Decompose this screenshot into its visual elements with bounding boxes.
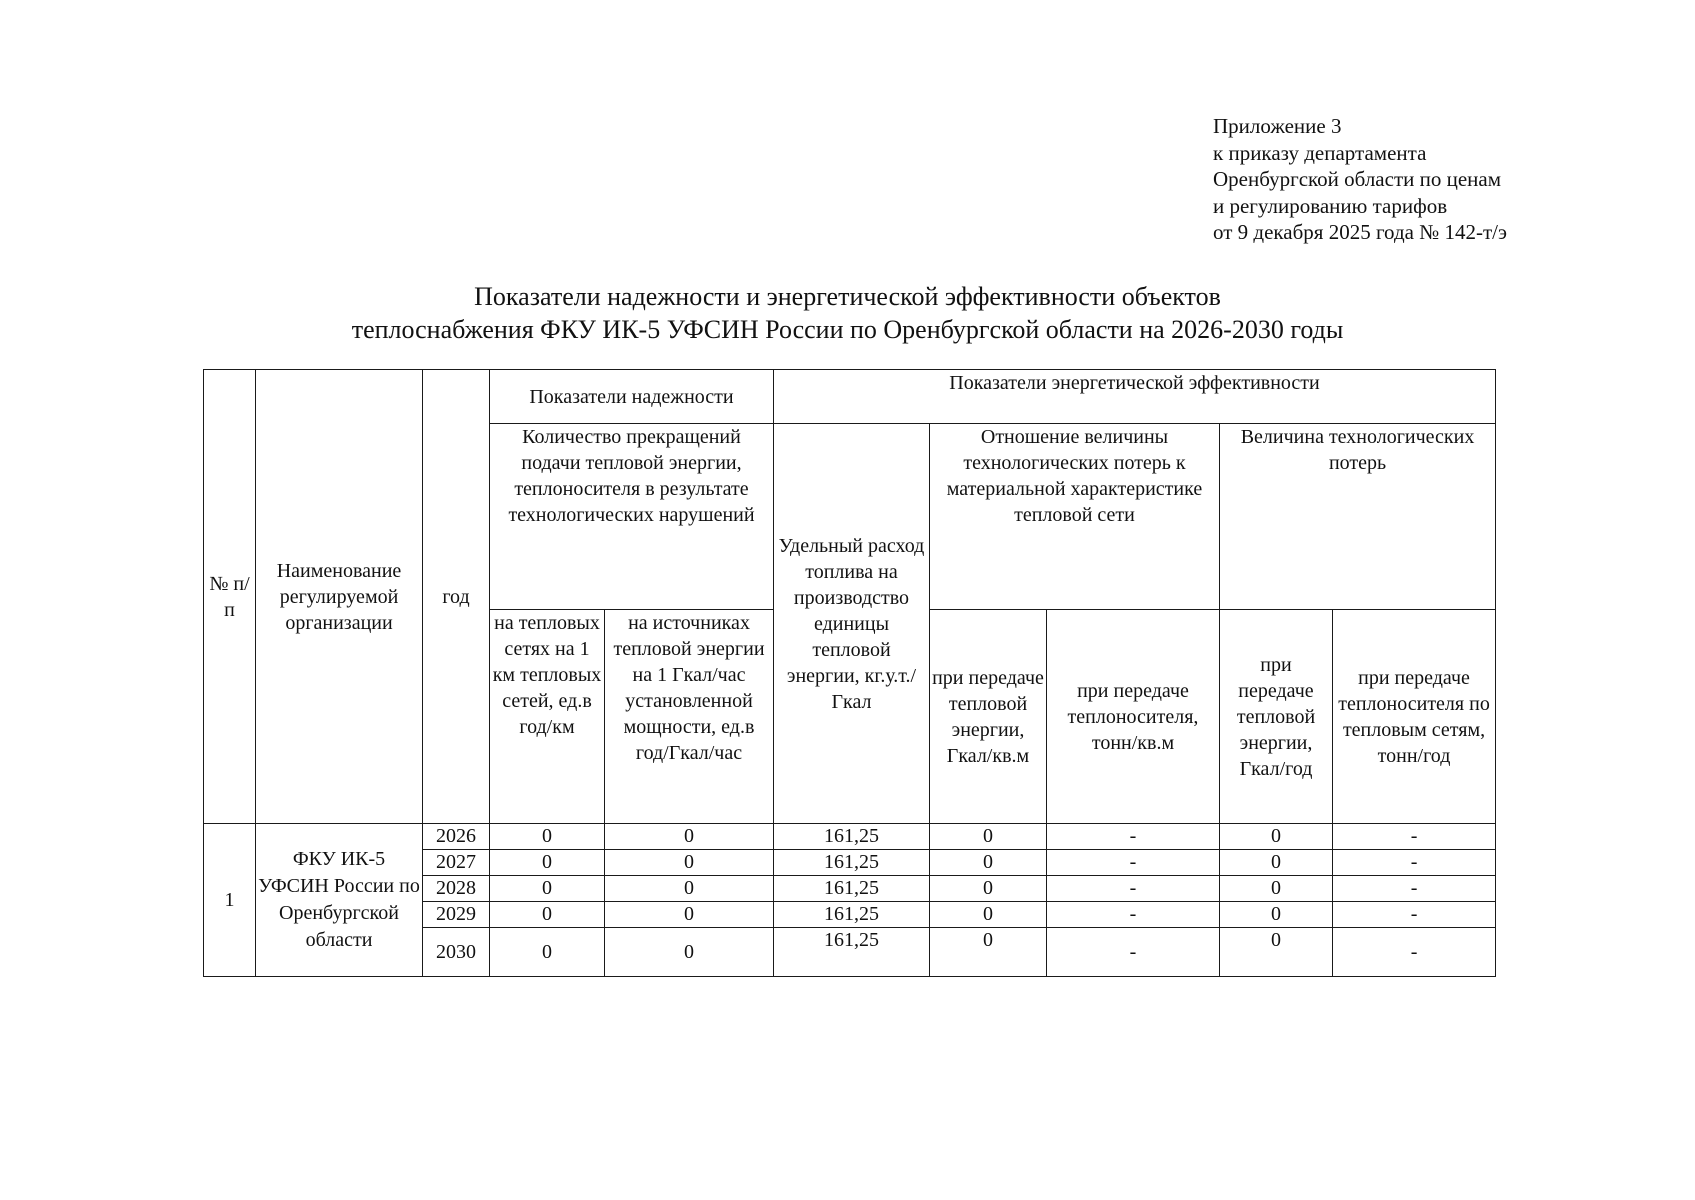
header-value-carrier: при передаче теплоносителя по тепловым сетям, тонн/год: [1333, 610, 1496, 824]
cell-ratio-carrier: -: [1047, 928, 1220, 977]
cell-value-carrier: -: [1333, 876, 1496, 902]
header-loss-ratio: Отношение величины технологических потерь к материальной характеристике тепловой сети: [930, 424, 1220, 610]
header-on-networks: на тепловых сетях на 1 км тепловых сетей, ед.в год/км: [490, 610, 605, 824]
table-row: [204, 824, 1496, 850]
cell-net: 0: [490, 902, 605, 928]
appendix-line: и регулированию тарифов: [1213, 193, 1448, 218]
cell-net: 0: [490, 824, 605, 850]
cell-value-heat: 0: [1220, 850, 1333, 876]
cell-year: 2030: [423, 928, 490, 977]
cell-ratio-heat: 0: [930, 850, 1047, 876]
cell-ratio-carrier: -: [1047, 876, 1220, 902]
cell-ratio-heat: 0: [930, 824, 1047, 850]
cell-src: 0: [605, 876, 774, 902]
cell-fuel: 161,25: [774, 928, 930, 977]
row-number: 1: [204, 824, 256, 977]
cell-src: 0: [605, 902, 774, 928]
header-ratio-heat: при передаче тепловой энергии, Гкал/кв.м: [930, 610, 1047, 824]
cell-fuel: 161,25: [774, 850, 930, 876]
cell-src: 0: [605, 824, 774, 850]
header-loss-value: Величина технологических потерь: [1220, 424, 1496, 610]
cell-value-carrier: -: [1333, 928, 1496, 977]
cell-ratio-carrier: -: [1047, 824, 1220, 850]
header-num: № п/п: [204, 370, 256, 824]
cell-ratio-carrier: -: [1047, 850, 1220, 876]
cell-ratio-heat: 0: [930, 876, 1047, 902]
cell-src: 0: [605, 850, 774, 876]
cell-value-heat: 0: [1220, 902, 1333, 928]
cell-year: 2029: [423, 902, 490, 928]
cell-src: 0: [605, 928, 774, 977]
cell-value-carrier: -: [1333, 824, 1496, 850]
cell-fuel: 161,25: [774, 824, 930, 850]
cell-ratio-heat: 0: [930, 902, 1047, 928]
cell-year: 2026: [423, 824, 490, 850]
indicators-table: [203, 369, 1496, 977]
cell-value-heat: 0: [1220, 876, 1333, 902]
header-org: Наименование регулируемой организации: [256, 370, 423, 824]
title-line-1: Показатели надежности и энергетической эффективности объектов: [474, 282, 1221, 311]
cell-ratio-heat: 0: [930, 928, 1047, 977]
header-interruptions: Количество прекращений подачи тепловой энергии, теплоносителя в результате технологических нарушений: [490, 424, 774, 610]
appendix-line: к приказу департамента: [1213, 140, 1427, 165]
header-value-heat: при передаче тепловой энергии, Гкал/год: [1220, 610, 1333, 824]
organization-name: ФКУ ИК-5 УФСИН России по Оренбургской области: [256, 824, 423, 977]
cell-value-carrier: -: [1333, 902, 1496, 928]
cell-year: 2028: [423, 876, 490, 902]
cell-net: 0: [490, 876, 605, 902]
cell-fuel: 161,25: [774, 902, 930, 928]
document-title: [0, 280, 1695, 346]
title-line-2: теплоснабжения ФКУ ИК-5 УФСИН России по Оренбургской области на 2026-2030 годы: [351, 315, 1344, 344]
cell-value-carrier: -: [1333, 850, 1496, 876]
cell-net: 0: [490, 928, 605, 977]
appendix-line: Оренбургской области по ценам: [1213, 167, 1502, 191]
header-year: год: [423, 370, 490, 824]
cell-ratio-carrier: -: [1047, 902, 1220, 928]
header-fuel-rate: Удельный расход топлива на производство единицы тепловой энергии, кг.у.т./Гкал: [774, 424, 930, 824]
header-ratio-carrier: при передаче теплоносителя, тонн/кв.м: [1047, 610, 1220, 824]
appendix-line: от 9 декабря 2025 года № 142-т/э: [1213, 220, 1507, 244]
appendix-line: Приложение 3: [1213, 114, 1342, 138]
cell-value-heat: 0: [1220, 928, 1333, 977]
cell-fuel: 161,25: [774, 876, 930, 902]
header-efficiency: Показатели энергетической эффективности: [774, 370, 1496, 424]
header-reliability: Показатели надежности: [490, 370, 774, 424]
cell-net: 0: [490, 850, 605, 876]
cell-value-heat: 0: [1220, 824, 1333, 850]
appendix-note: [1213, 113, 1507, 246]
header-on-sources: на источниках тепловой энергии на 1 Гкал/час установленной мощности, ед.в год/Гкал/час: [605, 610, 774, 824]
cell-year: 2027: [423, 850, 490, 876]
